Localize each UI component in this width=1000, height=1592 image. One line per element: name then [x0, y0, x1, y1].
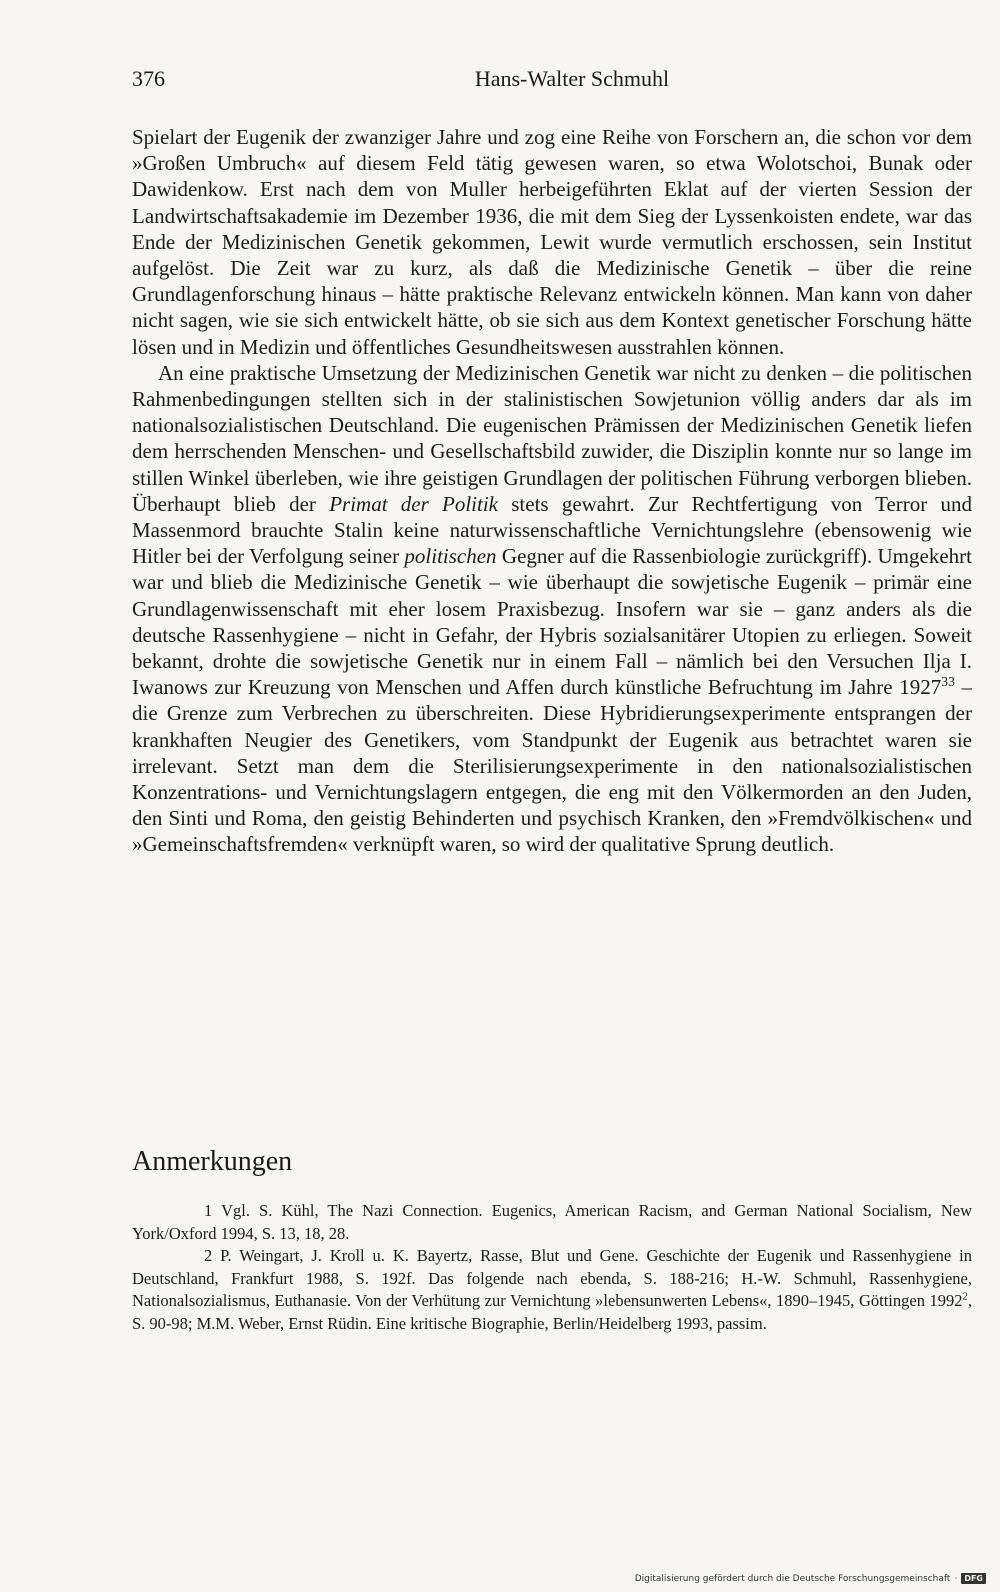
notes-list [132, 1200, 972, 1335]
paragraph-2-text-a: An eine praktische Umsetzung der Medizinischen Genetik war nicht zu denken – die politischen Rahmenbedingungen stellten sich in der stalinistischen Sowjetunion völlig anders dar als im nationalsozialistischen Deutschland. Die eugenischen Prämissen der Medizinischen Genetik liefen dem herrschenden Menschen- und Gesellschaftsbild zuwider, die Disziplin konnte nur so lange im stillen Winkel überleben, wie ihre geistigen Grundlagen der politischen Führung verborgen blieben. Überhaupt blieb der [132, 360, 972, 516]
footer-credit: Digitalisierung gefördert durch die Deutsche Forschungsgemeinschaft [634, 1573, 951, 1584]
emphasis-primat: Primat der Politik [329, 491, 498, 516]
note-text-b: , S. 90-98; M.M. Weber, Ernst Rüdin. Eine kritische Biographie, Berlin/Heidelberg 1993, passim. [132, 1291, 972, 1333]
paragraph-2-text-b: stets gewahrt. Zur Rechtfertigung von Terror und Massenmord brauchte Stalin keine naturwissenschaftliche Vernichtungslehre (ebensowenig wie Hitler bei der Verfolgung seiner [132, 491, 972, 569]
note-number: 1 [204, 1201, 213, 1220]
paragraph-1-text: Spielart der Eugenik der zwanziger Jahre und zog eine Reihe von Forschern an, die schon vor dem »Großen Umbruch« auf diesem Feld tätig gewesen waren, so etwa Wolotschoi, Bunak oder Dawidenkow. Erst nach dem von Muller herbeigeführten Eklat auf der vierten Session der Landwirtschaftsakademie im Dezember 1936, die mit dem Sieg der Lyssenkoisten endete, war das Ende der Medizinischen Genetik gekommen, Lewit wurde vermutlich erschossen, sein Institut aufgelöst. Die Zeit war zu kurz, als daß die Medizinische Genetik – über die reine Grundlagenforschung hinaus – hätte praktische Relevanz entwickeln können. Man kann von daher nicht sagen, wie sie sich entwickelt hätte, ob sie sich aus dem Kontext genetischer Forschung hätte lösen und in Medizin und öffentliches Gesundheitswesen ausstrahlen können. [132, 125, 972, 359]
dfg-logo-icon: DFG [961, 1573, 986, 1584]
footnote-ref-33: 33 [941, 674, 955, 690]
edition-superscript: 2 [962, 1290, 968, 1303]
digitization-footer: Digitalisierung gefördert durch die Deutsche Forschungsgemeinschaft · DFG [635, 1573, 986, 1584]
emphasis-politischen: politischen [404, 544, 497, 569]
paragraph-2-text-d: – die Grenze zum Verbrechen zu überschreiten. Diese Hybridierungsexperimente entsprangen der krankhaften Neugier des Genetikers, vom Standpunkt der Eugenik aus betrachtet waren sie irrelevant. Setzt man dem die Sterilisierungsexperimente in den nationalsozialistischen Konzentrations- und Vernichtungslagern entgegen, die eng mit den Völkermorden an den Juden, den Sinti und Roma, den geistig Behinderten und psychisch Kranken, den »Fremdvölkischen« und »Gemeinschaftsfremden« verknüpft waren, so wird der qualitative Sprung deutlich. [132, 675, 973, 857]
page-header [132, 66, 972, 98]
page-number: 376 [132, 66, 165, 91]
note-text: Vgl. S. Kühl, The Nazi Connection. Eugenics, American Racism, and German National Socialism, New York/Oxford 1994, S. 13, 18, 28. [132, 1201, 972, 1243]
paragraph-2-text-c: Gegner auf die Rassenbiologie zurückgriff). Umgekehrt war und blieb die Medizinische Genetik – wie überhaupt die sowjetische Eugenik – primär eine Grundlagenwissenschaft mit eher losem Praxisbezug. Insofern war sie – ganz anders als die deutsche Rassenhygiene – nicht in Gefahr, der Hybris sozialsanitärer Utopien zu erliegen. Soweit bekannt, drohte die sowjetische Genetik nur in einem Fall – nämlich bei den Versuchen Ilja I. Iwanows zur Kreuzung von Menschen und Affen durch künstliche Befruchtung im Jahre 1927 [132, 544, 972, 700]
note-number: 2 [204, 1246, 213, 1265]
note-1 [132, 1200, 972, 1245]
note-text-a: P. Weingart, J. Kroll u. K. Bayertz, Rasse, Blut und Gene. Geschichte der Eugenik und Rassenhygiene in Deutschland, Frankfurt 1988, S. 192f. Das folgende nach ebenda, S. 188-216; H.-W. Schmuhl, Rassenhygiene, Nationalsozialismus, Euthanasie. Von der Verhütung zur Vernichtung »lebensunwerten Lebens«, 1890–1945, Göttingen 1992 [132, 1246, 973, 1310]
paragraph-1 [132, 124, 972, 360]
running-head: Hans-Walter Schmuhl [474, 66, 670, 91]
note-2 [132, 1245, 972, 1335]
body-text [132, 124, 972, 858]
notes-heading: Anmerkungen [132, 1146, 293, 1177]
paragraph-2 [132, 360, 972, 858]
